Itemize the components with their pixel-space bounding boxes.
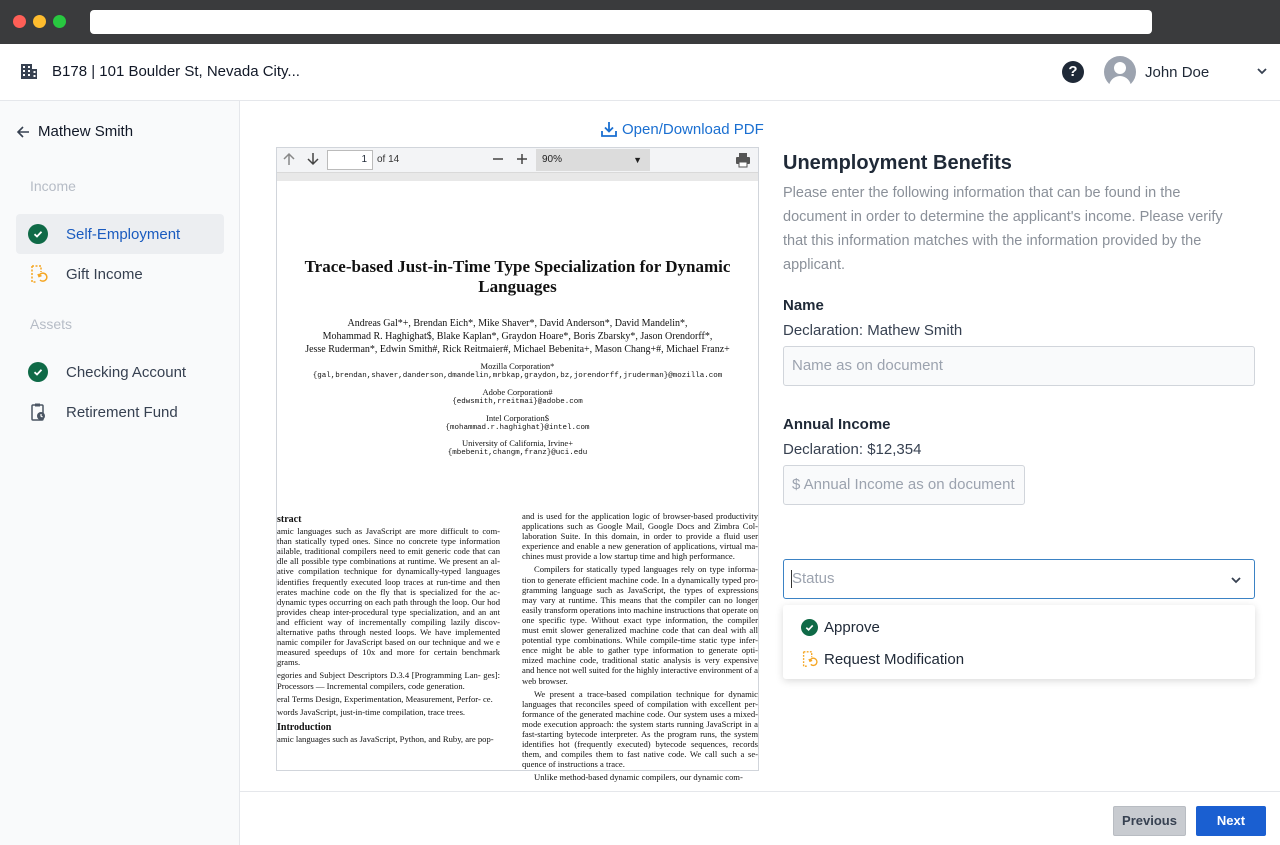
form-description: Please enter the following information that can be found in the document in order to determine the applicant's income. Please verify that this information matches with the information provided by the applicant. [783,185,1223,273]
sidebar-item-checking-account[interactable] [16,352,224,392]
affiliation: Adobe Corporation# {edwsmith,rreitmai}@adobe.com [452,387,583,406]
property-address: B178 | 101 Boulder St, Nevada City... [52,63,300,80]
section-label-income: Income [30,178,76,194]
previous-page-icon[interactable] [281,151,297,167]
chevron-down-icon: ▼ [633,155,642,165]
user-name[interactable]: John Doe [1145,64,1210,81]
abstract-heading: stract [277,514,302,525]
clipboard-clock-icon [28,402,48,422]
next-button[interactable]: Next [1196,806,1266,836]
footer [240,791,1280,845]
name-input[interactable]: Name as on document [783,346,1255,386]
arrow-left-icon [16,125,30,139]
sidebar-item-retirement-fund[interactable] [16,392,224,432]
check-circle-icon [801,619,818,636]
previous-button[interactable]: Previous [1113,806,1186,836]
zoom-in-icon[interactable] [514,151,530,167]
status-option-approve[interactable] [800,618,880,636]
next-page-icon[interactable] [305,151,321,167]
categories-text: egories and Subject Descriptors D.3.4 [Programming Lan- ges]: Processors — Incremental compilers, code generation. [277,670,500,691]
option-label: Request Modification [824,650,965,668]
name-label: Name [783,297,824,314]
help-icon[interactable]: ? [1062,61,1084,83]
status-option-request-modification[interactable] [800,650,964,668]
intro-text: amic languages such as JavaScript, Python, and Ruby, are pop- [277,733,494,744]
sidebar-item-label: Gift Income [66,265,143,283]
sidebar-item-label: Retirement Fund [66,403,178,421]
paper-authors: Andreas Gal*+, Brendan Eich*, Mike Shaver*, David Anderson*, David Mandelin*, Mohammad R. Haghighat$, Blake Kaplan*, Graydon Hoare*, Boris Zbarsky*, Jason Orendorff*, Jesse Ruderman*, Edwin Smith#, Rick Reitmaier#, Michael Bebenita+, Mason Chang+#, Michael Franz+ [305,318,730,355]
browser-chrome [0,0,1280,44]
download-label: Open/Download PDF [622,120,764,138]
chevron-down-icon[interactable] [1256,65,1268,77]
applicant-name: Mathew Smith [38,123,134,140]
open-download-pdf-link[interactable] [600,120,764,138]
annual-income-label: Annual Income [783,416,891,433]
status-dropdown [783,605,1255,679]
annual-income-input[interactable]: $ Annual Income as on document [783,465,1025,505]
sidebar [0,101,240,845]
pdf-toolbar [277,148,758,173]
terms-text: eral Terms Design, Experimentation, Measurement, Perfor- ce. [277,693,493,704]
close-window-button[interactable] [13,15,26,28]
pdf-viewer[interactable] [276,147,759,783]
check-circle-icon [28,224,48,244]
option-label: Approve [824,618,880,636]
zoom-select[interactable] [536,149,650,171]
sidebar-item-label: Self-Employment [66,225,181,243]
sidebar-item-label: Checking Account [66,363,187,381]
back-button[interactable] [16,123,133,140]
affiliation: University of California, Irvine+ {mbebenit,changm,franz}@uci.edu [447,438,588,457]
paper-title: Trace-based Just-in-Time Type Specialization for Dynamic Languages [304,257,731,296]
sidebar-item-self-employment[interactable] [16,214,224,254]
zoom-out-icon[interactable] [490,151,506,167]
abstract-text: amic languages such as JavaScript are more difficult to com- than statically typed ones. Since no concrete type information ailable, traditional compilers need to emit generic code that can dle all possible type combinations at runtime. We present an al- ative compilation technique for dynamically-typed languages identifies frequently executed loop traces at run-time and then erates machine code on the fly that is specialized for the ac- dynamic types occurring on each path through the loop. Our hod provides cheap inter-procedural type specialization, and an ant and efficient way of incrementally compiling lazily discov- alternative paths through nested loops. We have implemented namic compiler for JavaScript based on our technique and we e measured speedups of 10x and more for certain benchmark grams. [277,526,500,668]
intro-heading: Introduction [277,721,332,733]
minimize-window-button[interactable] [33,15,46,28]
print-icon[interactable] [735,152,751,168]
avatar[interactable] [1104,56,1136,88]
paper-left-column [277,515,500,747]
page-count: of 14 [377,154,400,165]
paper-right-column: and is used for the application logic of browser-based productivity applications such as Google Mail, Google Docs and Zimbra Col- laboration Suite. In this domain, in order to provide a fluid user experience and enable a new generation of applications, virtual ma- chines must provide a low startup time and high performance. Compilers for statically typed languages rely on type informa- tion to generate efficient machine code. In a dynamically typed pro- gramming language such as JavaScript, the types of expressions may vary at runtime. This means that the compiler can no longer easily transform operations into machine instructions that operate on one specific type. Without exact type information, the compiler must emit slower generalized machine code that can deal with all potential type combinations. While compile-time static type infer- ence might be able to gather type information to generate opti- mized machine code, traditional static analysis is very expensive and hence not well suited for the highly interactive environment of a web browser. We present a trace-based compilation technique for dynamic languages that reconciles speed of compilation with excellent per- formance of the generated machine code. Our system uses a mixed- mode execution approach: the system starts running JavaScript in a fast-starting bytecode interpreter. As the program runs, the system identifies hot (frequently executed) bytecode sequences, records them, and compiles them to fast native code. We call such a se- quence of instructions a trace. Unlike method-based dynamic compilers, our dynamic com- [522,511,758,783]
affiliation: Mozilla Corporation* {gal,brendan,shaver,danderson,dmandelin,mrbkap,graydon,bz,jorendorff,jruderman}@mozilla.com [312,361,723,380]
zoom-value: 90% [542,154,563,165]
page-number-input[interactable]: 1 [327,150,373,170]
app-header [0,44,1280,101]
check-circle-icon [28,362,48,382]
pdf-page [277,181,758,783]
sidebar-item-gift-income[interactable] [16,254,224,294]
status-placeholder: Status [792,570,835,587]
name-declaration: Declaration: Mathew Smith [783,322,963,339]
maximize-window-button[interactable] [53,15,66,28]
income-declaration: Declaration: $12,354 [783,441,922,458]
section-label-assets: Assets [30,316,73,332]
document-refresh-icon [28,264,48,284]
document-refresh-icon [800,650,818,668]
page-title: Unemployment Benefits [783,152,1012,174]
status-select[interactable] [783,559,1255,599]
affiliation: Intel Corporation$ {mohammad.r.haghighat}@intel.com [445,413,590,432]
download-icon [600,120,618,138]
keywords-text: words JavaScript, just-in-time compilation, trace trees. [277,706,466,717]
address-bar[interactable] [90,10,1152,34]
building-icon [20,62,38,80]
chevron-down-icon [1230,574,1242,586]
